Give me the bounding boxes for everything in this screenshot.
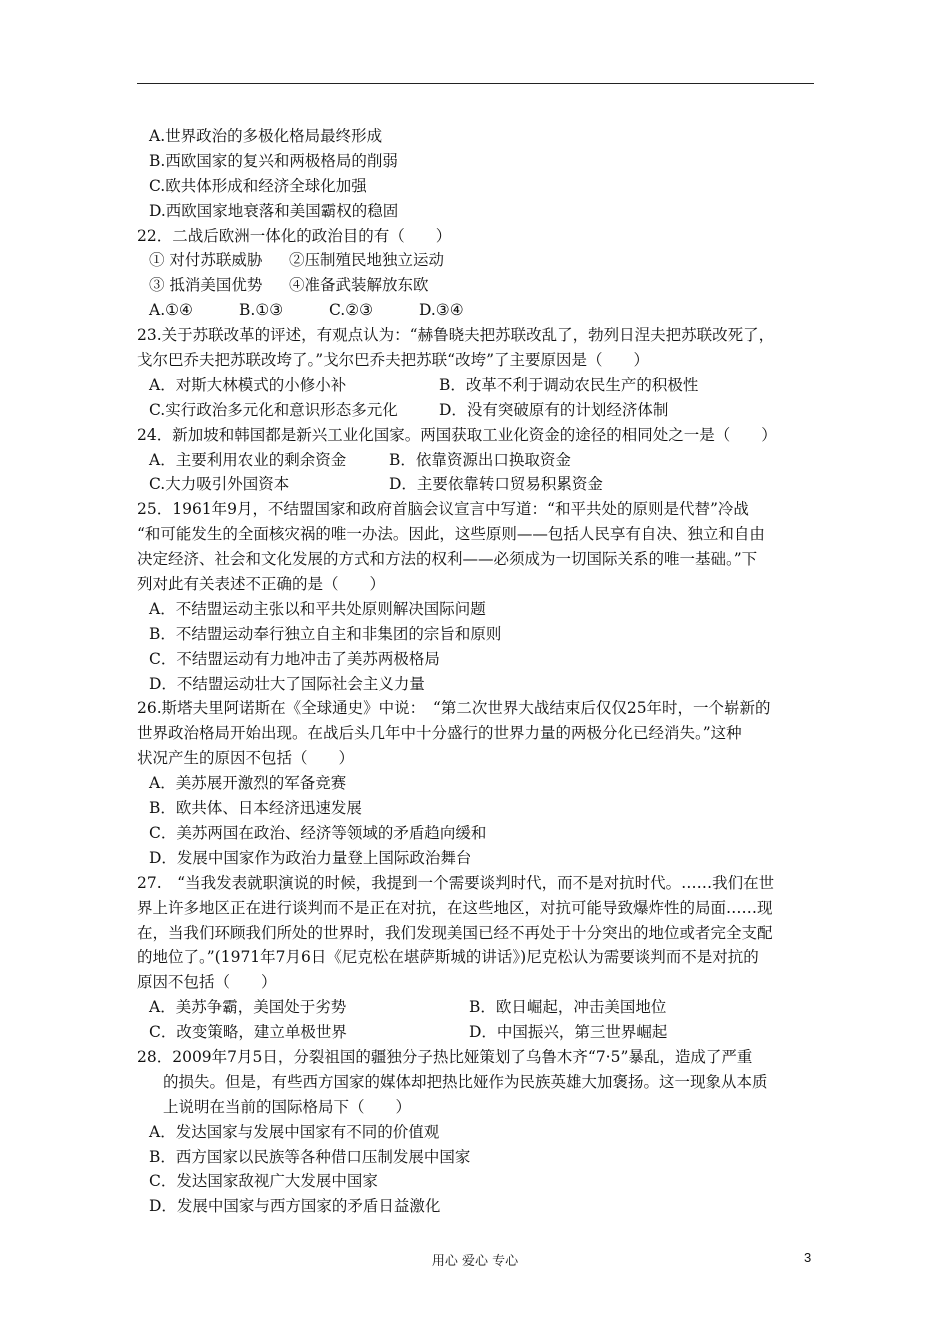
q28-option-b: B．西方国家以民族等各种借口压制发展中国家 [149,1147,471,1166]
q27-stem-line2: 界上许多地区正在进行谈判而不是正在对抗，在这些地区，对抗可能导致爆炸性的局面……现 [137,898,773,917]
q22-option-c: C.②③ [329,301,374,320]
q28-stem-line3: 上说明在当前的国际格局下（ ） [163,1097,412,1116]
page-number: 3 [804,1250,812,1265]
q26-option-d: D．发展中国家作为政治力量登上国际政治舞台 [149,848,472,867]
q27-stem-line3: 在，当我们环顾我们所处的世界时，我们发现美国已经不再处于十分突出的地位或者完全支配 [137,923,773,942]
q27-options-row2 [137,1020,827,1045]
q23-options-row1 [137,373,827,398]
q21-option-b: B.西欧国家的复兴和两极格局的削弱 [149,151,398,170]
q22-option-b: B.①③ [239,301,284,320]
q22-option-a: A.①④ [149,301,193,320]
q22-item-2: ②压制殖民地独立运动 [289,251,445,270]
q24-stem: 24．新加坡和韩国都是新兴工业化国家。两国获取工业化资金的途径的相同处之一是（ ） [137,425,777,444]
q27-option-d: D．中国振兴，第三世界崛起 [469,1023,668,1042]
header-rule [137,83,814,84]
q26-stem-line1: 26.斯塔夫里阿诺斯在《全球通史》中说： “第二次世界大战结束后仅仅25年时，一个崭新的 [137,699,771,718]
q28-stem-line2: 的损失。但是，有些西方国家的媒体却把热比娅作为民族英雄大加褒扬。这一现象从本质 [163,1072,768,1091]
q24-options-row2 [137,472,827,497]
q23-options-row2 [137,398,827,423]
q25-stem-line1: 25．1961年9月，不结盟国家和政府首脑会议宣言中写道：“和平共处的原则是代替”冷战 [137,500,749,519]
q27-option-b: B．欧日崛起，冲击美国地位 [469,998,667,1017]
q27-options-row1 [137,995,827,1020]
q21-option-a: A.世界政治的多极化格局最终形成 [149,127,383,145]
q26-option-b: B．欧共体、日本经济迅速发展 [149,799,362,818]
q27-option-c: C．改变策略，建立单极世界 [149,1023,347,1042]
q28-option-d: D．发展中国家与西方国家的矛盾日益激化 [149,1197,441,1216]
q27-stem-line4: 的地位了。”(1971年7月6日《尼克松在堪萨斯城的讲话》)尼克松认为需要谈判而不是对抗的 [137,948,759,967]
q28-option-c: C．发达国家敌视广大发展中国家 [149,1172,378,1191]
q24-option-d: D．主要依靠转口贸易积累资金 [389,475,603,494]
q25-option-c: C．不结盟运动有力地冲击了美苏两极格局 [149,649,440,668]
q27-stem-line1: 27. “当我发表就职演说的时候，我提到一个需要谈判时代，而不是对抗时代。……我们在世 [137,873,775,892]
q27-stem-line5: 原因不包括（ ） [137,973,277,992]
q22-options [137,298,827,323]
q26-option-a: A．美苏展开激烈的军备竞赛 [149,774,347,793]
q25-option-d: D．不结盟运动壮大了国际社会主义力量 [149,674,425,693]
q25-stem-line2: “和可能发生的全面核灾祸的唯一办法。因此，这些原则——包括人民享有自决、独立和自由 [137,525,765,544]
q22-option-d: D.③④ [419,301,464,320]
q24-option-c: C.大力吸引外国资本 [149,475,290,494]
footer-text: 用心 爱心 专心 [431,1254,519,1269]
q23-option-c: C.实行政治多元化和意识形态多元化 [149,400,398,419]
q21-option-d: D.西欧国家地衰落和美国霸权的稳固 [149,201,399,220]
q23-option-a: A．对斯大林模式的小修小补 [149,375,347,394]
q24-option-b: B．依靠资源出口换取资金 [389,450,571,469]
q23-stem-line2: 戈尔巴乔夫把苏联改垮了。”戈尔巴乔夫把苏联“改垮”了主要原因是（ ） [137,351,650,370]
q22-item-4: ④准备武装解放东欧 [289,276,429,295]
q23-option-d: D．没有突破原有的计划经济体制 [439,400,669,419]
q22-item-1: ① 对付苏联威胁 [149,251,263,270]
q23-stem-line1: 23.关于苏联改革的评述，有观点认为：“赫鲁晓夫把苏联改乱了，勃列日涅夫把苏联改死了， [137,326,775,345]
q25-option-b: B．不结盟运动奉行独立自主和非集团的宗旨和原则 [149,624,502,643]
q26-stem-line2: 世界政治格局开始出现。在战后头几年中十分盛行的世界力量的两极分化已经消失。”这种 [137,724,742,743]
q26-stem-line3: 状况产生的原因不包括（ ） [137,749,355,768]
document-body [137,124,827,1219]
q27-option-a: A．美苏争霸，美国处于劣势 [149,998,347,1017]
q23-option-b: B．改革不利于调动农民生产的积极性 [439,375,699,394]
q25-stem-line4: 列对此有关表述不正确的是（ ） [137,575,386,594]
q28-option-a: A．发达国家与发展中国家有不同的价值观 [149,1122,440,1141]
q28-stem-line1: 28．2009年7月5日，分裂祖国的疆独分子热比娅策划了乌鲁木齐“7·5”暴乱，造成了严重 [137,1047,753,1066]
q22-item-3: ③ 抵消美国优势 [149,276,263,295]
q25-stem-line3: 决定经济、社会和文化发展的方式和方法的权利——必须成为一切国际关系的唯一基础。”下 [137,550,758,569]
q25-option-a: A．不结盟运动主张以和平共处原则解决国际问题 [149,599,486,618]
q21-option-c: C.欧共体形成和经济全球化加强 [149,176,367,195]
q22-items-row2 [137,273,827,298]
q26-option-c: C．美苏两国在政治、经济等领域的矛盾趋向缓和 [149,823,487,842]
q22-stem: 22．二战后欧洲一体化的政治目的有（ ） [137,226,452,245]
q22-items-row1 [137,248,827,273]
q24-option-a: A．主要利用农业的剩余资金 [149,450,347,469]
q24-options-row1 [137,448,827,473]
